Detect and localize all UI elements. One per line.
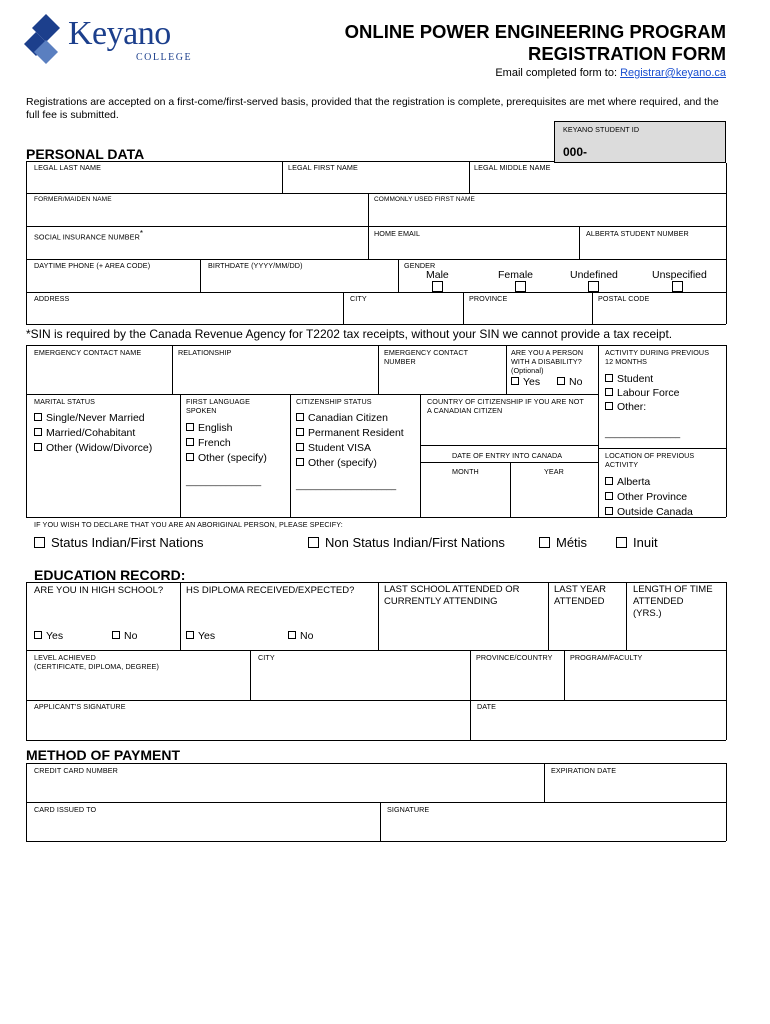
phone-label: DAYTIME PHONE (+ AREA CODE)	[34, 261, 151, 270]
first-language-label-1: FIRST LANGUAGE	[186, 397, 250, 406]
citizenship-visa-option[interactable]	[296, 441, 371, 455]
entry-month-label: MONTH	[452, 467, 479, 476]
emergency-number-label-1: EMERGENCY CONTACT	[384, 348, 469, 357]
high-school-yes-label: Yes	[46, 630, 64, 642]
level-achieved-field[interactable]	[27, 674, 249, 699]
province-label: PROVINCE	[469, 294, 508, 303]
location-alberta-option[interactable]	[605, 475, 650, 489]
former-name-label: FORMER/MAIDEN NAME	[34, 196, 112, 203]
aboriginal-status-option[interactable]	[34, 536, 203, 550]
applicant-signature-field[interactable]	[27, 712, 469, 739]
education-heading: EDUCATION RECORD:	[34, 567, 186, 583]
country-citizenship-label-1: COUNTRY OF CITIZENSHIP IF YOU ARE NOT	[427, 397, 584, 406]
high-school-label: ARE YOU IN HIGH SCHOOL?	[34, 585, 164, 596]
former-name-field[interactable]	[27, 204, 367, 225]
disability-label	[511, 348, 583, 375]
gender-female-label: Female	[498, 269, 534, 281]
disability-label-2: WITH A DISABILITY?	[511, 357, 582, 366]
address-field[interactable]	[27, 303, 342, 323]
marital-single-label: Single/Never Married	[46, 412, 145, 424]
education-city-field[interactable]	[251, 664, 469, 699]
signature-date-field[interactable]	[471, 712, 725, 739]
payment-signature-label: SIGNATURE	[387, 805, 430, 814]
common-name-field[interactable]	[369, 204, 725, 225]
email-prefix: Email completed form to:	[495, 67, 621, 79]
legal-middle-name-label: LEGAL MIDDLE NAME	[474, 163, 551, 172]
gender-female-checkbox[interactable]	[515, 281, 526, 292]
first-language-label	[186, 397, 250, 415]
marital-married-option[interactable]	[34, 426, 135, 440]
entry-month-field[interactable]	[421, 478, 509, 516]
aboriginal-non-status-label: Non Status Indian/First Nations	[325, 535, 505, 550]
student-id-label: KEYANO STUDENT ID	[563, 125, 640, 134]
marital-married-label: Married/Cohabitant	[46, 427, 136, 439]
last-school-label-2: CURRENTLY ATTENDING	[384, 596, 498, 607]
location-outside-canada-option[interactable]	[605, 505, 693, 519]
citizenship-canadian-option[interactable]	[296, 411, 388, 425]
location-previous-label-2: ACTIVITY	[605, 460, 639, 469]
payment-heading: METHOD OF PAYMENT	[26, 747, 181, 763]
logo-sub: COLLEGE	[136, 52, 193, 63]
location-alberta-label: Alberta	[617, 476, 651, 488]
emergency-number-field[interactable]	[379, 368, 505, 393]
activity-labour-label: Labour Force	[617, 387, 680, 399]
level-achieved-label-2: (CERTIFICATE, DIPLOMA, DEGREE)	[34, 662, 159, 671]
marital-single-option[interactable]	[34, 411, 145, 425]
disability-yes-option[interactable]	[511, 375, 540, 389]
keyano-logo-icon	[24, 14, 68, 66]
activity-other-blank[interactable]: _______________	[605, 428, 681, 438]
last-year-label-2: ATTENDED	[554, 596, 605, 607]
last-school-label-1: LAST SCHOOL ATTENDED OR	[384, 584, 520, 595]
activity-other-label: Other:	[617, 401, 647, 413]
gender-unspecified-label: Unspecified	[652, 269, 707, 281]
language-french-label: French	[198, 437, 231, 449]
disability-label-1: ARE YOU A PERSON	[511, 348, 584, 357]
postal-code-label: POSTAL CODE	[598, 294, 650, 303]
postal-code-field[interactable]	[593, 303, 725, 323]
gender-unspecified-checkbox[interactable]	[672, 281, 683, 292]
aboriginal-status-label: Status Indian/First Nations	[51, 535, 204, 550]
marital-other-option[interactable]	[34, 441, 152, 455]
hs-diploma-yes-label: Yes	[198, 630, 216, 642]
citizenship-permanent-label: Permanent Resident	[308, 427, 404, 439]
entry-year-label: YEAR	[544, 467, 564, 476]
activity-label-2: 12 MONTHS	[605, 357, 648, 366]
high-school-no-label: No	[124, 630, 138, 642]
alberta-number-field[interactable]	[580, 238, 725, 258]
citizenship-canadian-label: Canadian Citizen	[308, 412, 388, 424]
citizenship-other-blank[interactable]: ____________________	[296, 480, 397, 490]
high-school-yes-option[interactable]	[34, 629, 63, 643]
citizenship-status-label: CITIZENSHIP STATUS	[296, 397, 372, 406]
card-number-label: CREDIT CARD NUMBER	[34, 766, 118, 775]
gender-undefined-checkbox[interactable]	[588, 281, 599, 292]
gender-male-checkbox[interactable]	[432, 281, 443, 292]
legal-first-name-field[interactable]	[283, 172, 468, 192]
applicant-signature-label: APPLICANT'S SIGNATURE	[34, 702, 126, 711]
hs-diploma-label: HS DIPLOMA RECEIVED/EXPECTED?	[186, 585, 355, 596]
home-email-label: HOME EMAIL	[374, 229, 421, 238]
gender-male-label: Male	[426, 269, 449, 281]
legal-last-name-field[interactable]	[27, 172, 281, 192]
last-school-field[interactable]	[379, 612, 547, 649]
email-instruction	[495, 67, 726, 79]
payment-signature-field[interactable]	[381, 815, 725, 840]
aboriginal-metis-option[interactable]	[539, 536, 587, 550]
emergency-contact-name-field[interactable]	[27, 358, 171, 393]
location-other-province-label: Other Province	[617, 491, 688, 503]
disability-label-3: (Optional)	[511, 366, 544, 375]
citizenship-visa-label: Student VISA	[308, 442, 372, 454]
card-issued-to-label: CARD ISSUED TO	[34, 805, 97, 814]
emergency-contact-name-label: EMERGENCY CONTACT NAME	[34, 348, 142, 357]
citizenship-other-option[interactable]	[296, 456, 377, 470]
country-citizenship-label-2: A CANADIAN CITIZEN	[427, 406, 503, 415]
gender-undefined-label: Undefined	[570, 269, 618, 281]
student-id-value: 000-	[563, 145, 588, 159]
city-label: CITY	[350, 294, 367, 303]
marital-status-label: MARITAL STATUS	[34, 397, 96, 406]
activity-label	[605, 348, 709, 366]
alberta-number-label: ALBERTA STUDENT NUMBER	[586, 229, 689, 238]
disability-no-label: No	[569, 376, 583, 388]
signature-date-label: DATE	[477, 702, 497, 711]
location-previous-label	[605, 451, 694, 469]
activity-other-option[interactable]	[605, 400, 646, 414]
location-outside-canada-label: Outside Canada	[617, 506, 693, 518]
language-english-option[interactable]	[186, 421, 232, 435]
language-french-option[interactable]	[186, 436, 231, 450]
program-faculty-label: PROGRAM/FACULTY	[570, 653, 643, 662]
sin-field[interactable]	[27, 238, 367, 258]
country-citizenship-field[interactable]	[421, 416, 597, 444]
birthdate-label: BIRTHDATE (YYYY/MM/DD)	[208, 261, 303, 270]
entry-year-field[interactable]	[511, 478, 597, 516]
hs-diploma-no-label: No	[300, 630, 314, 642]
relationship-field[interactable]	[173, 358, 377, 393]
sin-star: *	[139, 229, 144, 238]
length-time-label-1: LENGTH OF TIME	[633, 584, 713, 595]
length-time-field[interactable]	[627, 624, 725, 649]
language-other-option[interactable]	[186, 451, 267, 465]
hs-diploma-no-option[interactable]	[288, 629, 313, 643]
citizenship-permanent-option[interactable]	[296, 426, 404, 440]
relationship-label: RELATIONSHIP	[178, 348, 232, 357]
logo-name: Keyano	[68, 15, 171, 52]
intro-text: Registrations are accepted on a first-come/first-served basis, provided that the registration is complete, prerequisites are met where required, and the full fee is submitted.	[26, 96, 719, 121]
city-field[interactable]	[344, 303, 462, 323]
expiration-date-label: EXPIRATION DATE	[551, 766, 617, 775]
home-email-field[interactable]	[369, 238, 578, 258]
province-field[interactable]	[464, 303, 591, 323]
entry-date-label: DATE OF ENTRY INTO CANADA	[452, 451, 563, 460]
location-previous-label-1: LOCATION OF PREVIOUS	[605, 451, 695, 460]
aboriginal-metis-label: Métis	[556, 535, 588, 550]
language-other-blank[interactable]: _______________	[186, 476, 262, 486]
language-english-label: English	[198, 422, 233, 434]
level-achieved-label	[34, 653, 159, 671]
high-school-no-option[interactable]	[112, 629, 137, 643]
aboriginal-label: IF YOU WISH TO DECLARE THAT YOU ARE AN ABORIGINAL PERSON, PLEASE SPECIFY:	[34, 520, 343, 529]
card-number-field[interactable]	[27, 776, 543, 801]
emergency-number-label	[384, 348, 468, 366]
activity-labour-option[interactable]	[605, 386, 679, 400]
aboriginal-non-status-option[interactable]	[308, 536, 505, 550]
length-time-label	[633, 584, 713, 620]
level-achieved-label-1: LEVEL ACHIEVED	[34, 653, 96, 662]
sin-label-text: SOCIAL INSURANCE NUMBER	[34, 232, 140, 242]
length-time-label-2: ATTENDED	[633, 596, 684, 607]
common-name-label: COMMONLY USED FIRST NAME	[374, 196, 475, 203]
registrar-email-link[interactable]: Registrar@keyano.ca	[620, 67, 726, 79]
location-other-province-option[interactable]	[605, 490, 687, 504]
last-school-label	[384, 584, 520, 608]
legal-first-name-label: LEGAL FIRST NAME	[288, 163, 358, 172]
language-other-label: Other (specify)	[198, 452, 267, 464]
phone-field[interactable]	[27, 270, 199, 291]
aboriginal-inuit-label: Inuit	[633, 535, 658, 550]
education-city-label: CITY	[258, 653, 275, 662]
sin-note: *SIN is required by the Canada Revenue Agency for T2202 tax receipts, without your SIN we cannot provide a tax receipt.	[26, 327, 673, 341]
province-country-label: PROVINCE/COUNTRY	[476, 653, 553, 662]
address-label: ADDRESS	[34, 294, 70, 303]
legal-last-name-label: LEGAL LAST NAME	[34, 163, 102, 172]
last-year-label	[554, 584, 606, 608]
province-country-field[interactable]	[471, 664, 563, 699]
activity-student-label: Student	[617, 373, 654, 385]
personal-data-heading: PERSONAL DATA	[26, 146, 145, 162]
expiration-date-field[interactable]	[545, 776, 725, 801]
last-year-label-1: LAST YEAR	[554, 584, 606, 595]
program-faculty-field[interactable]	[565, 664, 725, 699]
legal-middle-name-field[interactable]	[470, 172, 725, 192]
citizenship-other-label: Other (specify)	[308, 457, 377, 469]
marital-other-label: Other (Widow/Divorce)	[46, 442, 153, 454]
country-citizenship-label	[427, 397, 584, 415]
student-id-box[interactable]	[554, 121, 726, 163]
activity-student-option[interactable]	[605, 372, 653, 386]
title-line-2: REGISTRATION FORM	[527, 43, 726, 64]
disability-no-option[interactable]	[557, 375, 582, 389]
first-language-label-2: SPOKEN	[186, 406, 217, 415]
keyano-logo	[24, 12, 194, 68]
hs-diploma-yes-option[interactable]	[186, 629, 215, 643]
birthdate-field[interactable]	[201, 270, 397, 291]
aboriginal-inuit-option[interactable]	[616, 536, 658, 550]
length-time-label-3: (YRS.)	[633, 608, 662, 619]
last-year-field[interactable]	[549, 612, 625, 649]
activity-label-1: ACTIVITY DURING PREVIOUS	[605, 348, 710, 357]
card-issued-to-field[interactable]	[27, 815, 379, 840]
page-title	[345, 21, 726, 65]
disability-yes-label: Yes	[523, 376, 541, 388]
title-line-1: ONLINE POWER ENGINEERING PROGRAM	[344, 21, 726, 42]
gender-label: GENDER	[404, 261, 436, 270]
emergency-number-label-2: NUMBER	[384, 357, 416, 366]
